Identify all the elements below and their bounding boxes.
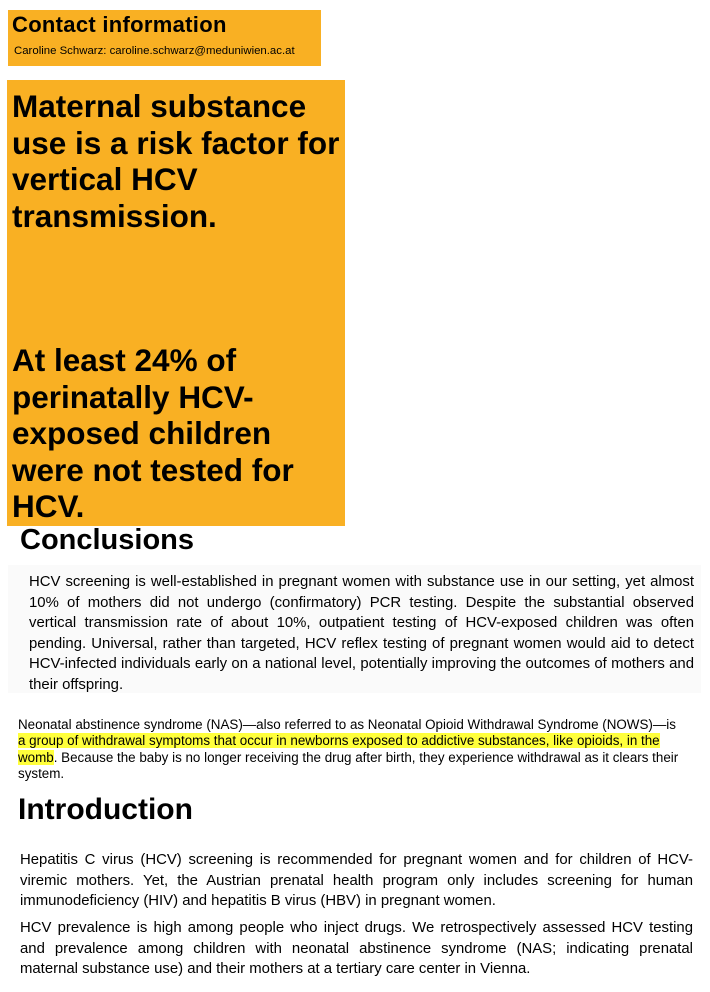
nas-definition-note [18, 717, 683, 783]
conclusions-heading: Conclusions [20, 524, 195, 556]
nas-note-rest: . Because the baby is no longer receiving the drug after birth, they experience withdrawal as it clears their system. [18, 749, 679, 782]
key-message-untested-children: At least 24% of perinatally HCV-exposed children were not tested for HCV. [12, 342, 294, 524]
contact-heading: Contact information [12, 12, 227, 37]
introduction-paragraph-2: HCV prevalence is high among people who inject drugs. We retrospectively assessed HCV testing and prevalence among children with neonatal abstinence syndrome (NAS; indicating prenatal maternal substance use) and their mothers at a tertiary care center in Vienna. [20, 920, 693, 977]
introduction-heading: Introduction [18, 793, 193, 826]
nas-note-highlight: a group of withdrawal symptoms that occur in newborns exposed to addictive substances, like opioids, in the womb [18, 733, 660, 765]
contact-email-line: Caroline Schwarz: caroline.schwarz@meduniwien.ac.at [14, 45, 295, 57]
introduction-paragraph-1: Hepatitis C virus (HCV) screening is recommended for pregnant women and for children of HCV-viremic mothers. Yet, the Austrian prenatal health program only includes screening for human immunodeficiency (HIV) and hepatitis B virus (HBV) in pregnant women. [20, 852, 693, 909]
key-messages-box [7, 80, 345, 526]
contact-info-box [8, 10, 321, 66]
conclusions-text: HCV screening is well-established in pregnant women with substance use in our setting, yet almost 10% of mothers did not undergo (confirmatory) PCR testing. Despite the substantial observed vertical transmission rate of about 10%, outpatient testing of HCV-exposed children was often pending. Universal, rather than targeted, HCV reflex testing of pregnant women would aid to detect HCV-infected individuals early on a national level, potentially improving the outcomes of mothers and their offspring. [29, 574, 694, 693]
nas-note-intro: Neonatal abstinence syndrome (NAS)—also referred to as Neonatal Opioid Withdrawal Syndrome (NOWS)—is [18, 717, 676, 732]
key-message-risk-factor: Maternal substance use is a risk factor for vertical HCV transmission. [12, 88, 340, 234]
